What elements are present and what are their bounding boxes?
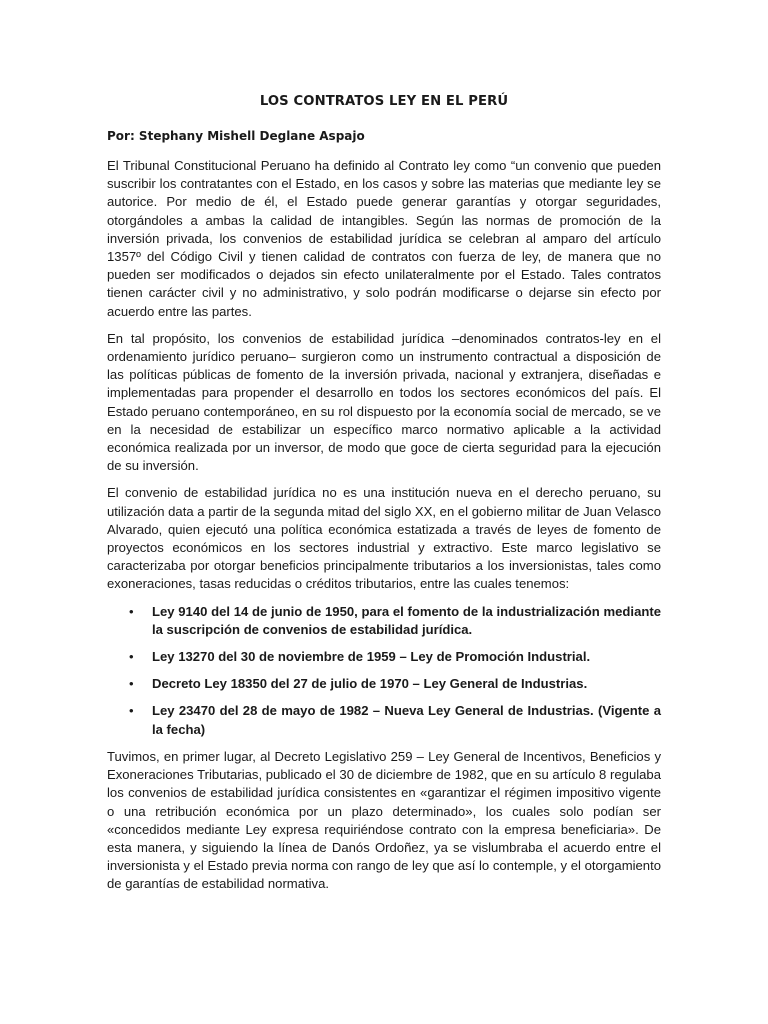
laws-list — [107, 603, 661, 739]
list-item — [107, 603, 661, 639]
bullet-icon: • — [129, 603, 134, 619]
paragraph-decree: Tuvimos, en primer lugar, al Decreto Legislativo 259 – Ley General de Incentivos, Beneficios y Exoneraciones Tributarias, publicado el 30 de diciembre de 1982, que en su artículo 8 regulaba los convenios de estabilidad jurídica consistentes en «garantizar el régimen impositivo vigente o una retribución económica por un plazo determinado», los cuales solo podían ser «concedidos mediante Ley expresa requiriéndose contrato con la empresa beneficiaria». De esta manera, y siguiendo la línea de Danós Ordoñez, ya se vislumbraba el acuerdo entre el inversionista y el Estado previa norma con rango de ley que así lo contemple, y el otorgamiento de garantías de estabilidad normativa. — [107, 748, 661, 892]
document-content — [107, 92, 661, 903]
document-title: LOS CONTRATOS LEY EN EL PERÚ — [259, 94, 509, 109]
list-item — [107, 675, 661, 693]
bullet-icon: • — [129, 676, 134, 692]
law-text: Ley 9140 del 14 de junio de 1950, para el fomento de la industrialización mediante la suscripción de convenios de estabilidad jurídica. — [152, 603, 661, 637]
paragraph-definition: El Tribunal Constitucional Peruano ha definido al Contrato ley como “un convenio que pueden suscribir los contratantes con el Estado, en los casos y sobre las materias que mediante ley se autorice. Por medio de él, el Estado puede generar garantías y otorgar seguridades, otorgándoles a ambas la calidad de intangibles. Según las normas de promoción de la inversión privada, los convenios de estabilidad jurídica se celebran al amparo del artículo 1357º del Código Civil y tienen calidad de contratos con fuerza de ley, de manera que no pueden ser modificados o dejados sin efecto unilateralmente por el Estado. Tales contratos tienen carácter civil y no administrativo, y solo podrán modificarse o dejarse sin efecto por acuerdo entre las partes. — [107, 158, 661, 319]
bullet-icon: • — [129, 703, 134, 719]
list-item — [107, 648, 661, 666]
law-text: Ley 13270 del 30 de noviembre de 1959 – Ley de Promoción Industrial. — [152, 649, 591, 665]
law-text: Decreto Ley 18350 del 27 de julio de 1970 – Ley General de Industrias. — [152, 676, 588, 692]
author-line: Por: Stephany Mishell Deglane Aspajo — [107, 129, 365, 143]
paragraph-history: El convenio de estabilidad jurídica no es una institución nueva en el derecho peruano, su utilización data a partir de la segunda mitad del siglo XX, en el gobierno militar de Juan Velasco Alvarado, quien ejecutó una política económica estatizada a través de leyes de fomento de proyectos económicos en los sectores industrial y extractivo. Este marco legislativo se caracterizaba por otorgar beneficios principalmente tributarios a los inversionistas, tales como exoneraciones, tasas reducidas o créditos tributarios, entre las cuales tenemos: — [107, 485, 661, 592]
list-item — [107, 702, 661, 738]
bullet-icon: • — [129, 649, 134, 665]
paragraph-purpose: En tal propósito, los convenios de estabilidad jurídica –denominados contratos-ley en el ordenamiento jurídico peruano– surgieron como un instrumento contractual a disposición de las políticas públicas de fomento de la inversión privada, nacional y extranjera, diseñadas e implementadas para propender el desarrollo en todos los sectores económicos del país. El Estado peruano contemporáneo, en su rol dispuesto por la economía social de mercado, se ve en la necesidad de estabilizar un específico marco normativo aplicable a la actividad económica realizada por un inversor, de modo que goce de cierta seguridad para la ejecución de su inversión. — [107, 330, 661, 474]
law-text: Ley 23470 del 28 de mayo de 1982 – Nueva Ley General de Industrias. (Vigente a la fecha) — [152, 703, 661, 737]
